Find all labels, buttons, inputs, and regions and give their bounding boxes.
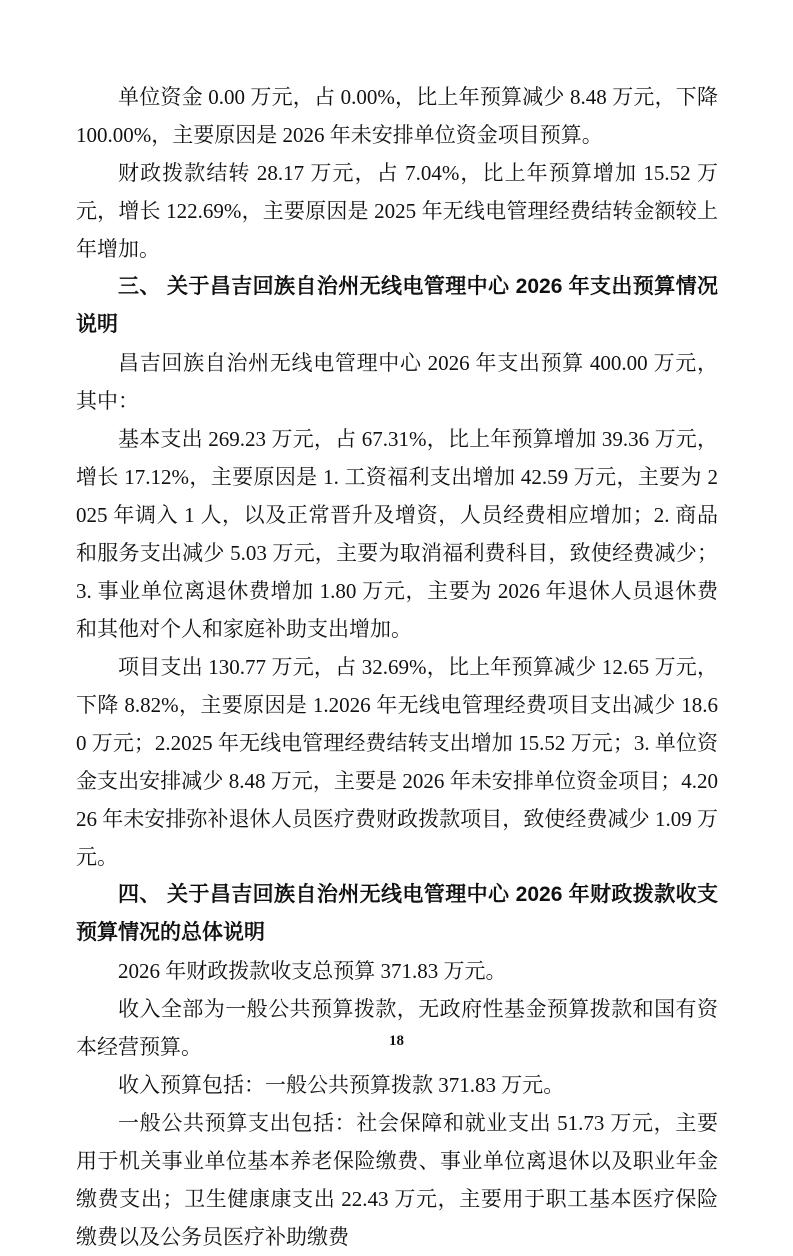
paragraph-unit-funds: 单位资金 0.00 万元，占 0.00%，比上年预算减少 8.48 万元，下降 100.00%，主要原因是 2026 年未安排单位资金项目预算。 xyxy=(76,85,718,147)
paragraph-public-expenditure: 一般公共预算支出包括：社会保障和就业支出 51.73 万元，主要用于机关事业单位基本养老保险缴费、事业单位离退休以及职业年金缴费支出；卫生健康康支出 22.43 万元，主要用于职工基本医疗保险缴费以及公务员医疗补助缴费 xyxy=(76,1111,718,1249)
section-heading-4: 四、 关于昌吉回族自治州无线电管理中心 2026 年财政拨款收支预算情况的总体说明 xyxy=(76,883,718,944)
paragraph-fiscal-budget-total: 2026 年财政拨款收支总预算 371.83 万元。 xyxy=(118,959,507,983)
paragraph-project-expenditure: 项目支出 130.77 万元，占 32.69%，比上年预算减少 12.65 万元，下降 8.82%，主要原因是 1.2026 年无线电管理经费项目支出减少 18.60 万元；2.2025 年无线电管理经费结转支出增加 15.52 万元；3. 单位资金支出安排减少 8.48 万元，主要是 2026 年未安排单位资金项目；4.2026 年未安排弥补退休人员医疗费财政拨款项目，致使经费减少 1.09 万元。 xyxy=(76,655,718,869)
paragraph-expenditure-total: 昌吉回族自治州无线电管理中心 2026 年支出预算 400.00 万元，其中： xyxy=(76,351,718,413)
paragraph-income-source: 收入全部为一般公共预算拨款，无政府性基金预算拨款和国有资本经营预算。 xyxy=(76,997,718,1059)
paragraph-income-includes: 收入预算包括：一般公共预算拨款 371.83 万元。 xyxy=(118,1073,565,1097)
paragraph-fiscal-carryover: 财政拨款结转 28.17 万元，占 7.04%，比上年预算增加 15.52 万元，增长 122.69%，主要原因是 2025 年无线电管理经费结转金额较上年增加。 xyxy=(76,161,718,261)
paragraph-basic-expenditure: 基本支出 269.23 万元，占 67.31%，比上年预算增加 39.36 万元，增长 17.12%，主要原因是 1. 工资福利支出增加 42.59 万元，主要为 2025 年调入 1 人，以及正常晋升及增资，人员经费相应增加；2. 商品和服务支出减少 5.03 万元，主要为取消福利费科目，致使经费减少；3. 事业单位离退休费增加 1.80 万元，主要为 2026 年退休人员退休费和其他对个人和家庭补助支出增加。 xyxy=(76,427,718,641)
section-heading-3: 三、 关于昌吉回族自治州无线电管理中心 2026 年支出预算情况说明 xyxy=(76,275,718,336)
page-number: 18 xyxy=(389,1033,404,1049)
document-content xyxy=(76,78,718,1256)
